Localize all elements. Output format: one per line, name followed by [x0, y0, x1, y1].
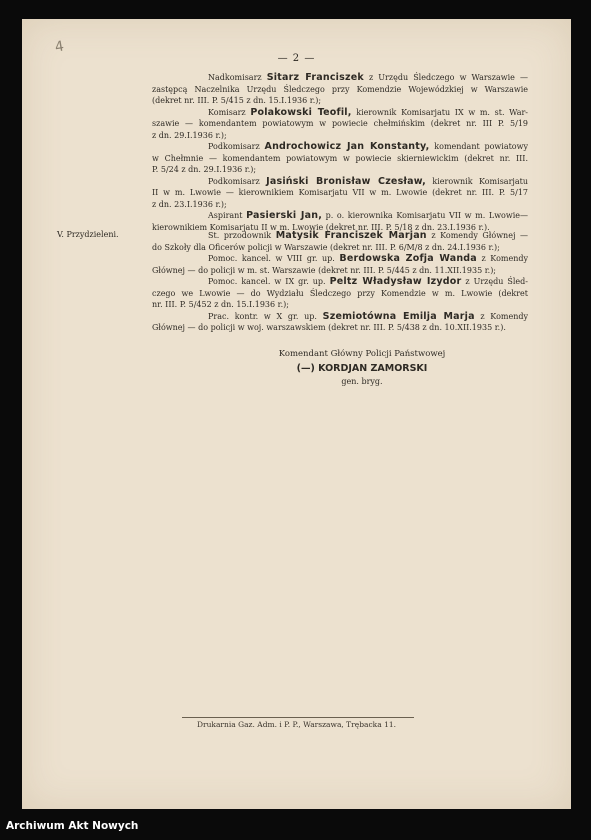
entry-text: szawie — komendantem powiatowym w powiecie chełmińskim (dekret nr. III P. 5/19 — [152, 119, 528, 128]
entry-text: komendant powiatowy — [429, 142, 528, 151]
personnel-entry — [152, 141, 528, 176]
personnel-entry — [152, 311, 528, 334]
person-name: Sitarz Franciszek — [266, 72, 364, 83]
entry-text: St. przodownik — [208, 231, 276, 240]
section-label: V. Przydzieleni. — [57, 230, 119, 239]
entry-line — [152, 107, 528, 119]
person-name: Androchowicz Jan Konstanty, — [264, 141, 430, 152]
entry-text: nr. III. P. 5/452 z dn. 15.I.1936 r.); — [152, 300, 289, 309]
entry-text: z Urzędu Śled- — [461, 277, 528, 286]
personnel-entry — [152, 176, 528, 211]
entry-text: z Komendy — [474, 311, 529, 321]
entry-line — [152, 242, 528, 254]
entry-line — [152, 95, 528, 107]
person-name: Szemiotówna Emilja Marja — [322, 310, 475, 322]
person-name: Pasierski Jan, — [246, 210, 323, 221]
entry-line — [152, 199, 528, 211]
entry-line — [152, 253, 528, 265]
entry-line — [152, 84, 528, 96]
footer-rule — [182, 717, 414, 718]
entry-line — [152, 288, 528, 300]
entry-text: kierownik Komisarjatu IX w m. st. War- — [351, 107, 528, 117]
entry-text: zastępcą Naczelnika Urzędu Śledczego przy Komendzie Wojewódzkiej w Warszawie — [152, 84, 528, 94]
personnel-entry — [152, 72, 528, 107]
person-name: Berdowska Zofja Wanda — [339, 253, 477, 264]
signature-name: (—) KORDJAN ZAMORSKI — [296, 363, 428, 374]
entry-text: Prac. kontr. w X gr. up. — [208, 311, 323, 321]
pencil-page-mark: 4 — [53, 38, 66, 56]
entry-line — [152, 187, 528, 199]
entry-text: do Szkoły dla Oficerów policji w Warszawie (dekret nr. III. P. 6/M/8 z dn. 24.I.1936 r.); — [152, 242, 500, 252]
entry-line — [152, 276, 528, 288]
entry-line — [152, 210, 528, 222]
personnel-entry — [152, 253, 528, 276]
entry-text: Głównej — do policji w woj. warszawskiem (dekret nr. III. P. 5/438 z dn. 10.XII.1935 r.). — [152, 323, 506, 332]
person-name: Peltz Władysław Izydor — [329, 276, 462, 287]
printer-imprint: Drukarnia Gaz. Adm. i P. P., Warszawa, Trębacka 11. — [196, 720, 397, 729]
assigned-entries-block — [152, 230, 528, 334]
entry-text: Podkomisarz — [208, 142, 265, 151]
entry-line — [152, 299, 528, 311]
entry-line — [152, 164, 528, 176]
entry-text: Podkomisarz — [208, 176, 267, 186]
entry-text: Pomoc. kancel. w IX gr. up. — [208, 277, 330, 286]
entry-line — [152, 322, 528, 334]
entry-text: P. 5/24 z dn. 29.I.1936 r.); — [152, 165, 257, 174]
person-name: Jasiński Bronisław Czesław, — [266, 175, 426, 187]
page-number: — 2 — — [277, 53, 316, 64]
entry-text: Nadkomisarz — [208, 73, 267, 82]
entry-text: w Chełmnie — komendantem powiatowym w powiecie skierniewickim (dekret nr. III. — [152, 153, 528, 163]
archive-label: Archiwum Akt Nowych — [6, 820, 139, 832]
entry-line — [152, 118, 528, 130]
removed-entries-block — [152, 72, 528, 233]
entry-text: Pomoc. kancel. w VIII gr. up. — [208, 254, 340, 263]
entry-line — [152, 153, 528, 165]
signature-rank: gen. bryg. — [341, 377, 383, 386]
entry-text: z Komendy — [476, 254, 528, 263]
entry-text: Komisarz — [208, 107, 251, 117]
signature-title: Komendant Główny Policji Państwowej — [278, 349, 446, 359]
entry-text: II w m. Lwowie — kierownikiem Komisarjatu VII w m. Lwowie (dekret nr. III. P. 5/17 — [152, 188, 528, 197]
entry-text: kierownikiem Komisarjatu II w m. Lwowie (dekret nr. III. P. 5/18 z dn. 23.I.1936 r.). — [152, 222, 490, 232]
entry-text: z Komendy Głównej — — [426, 231, 528, 240]
entry-line — [152, 265, 528, 277]
entry-text: Aspirant — [208, 211, 247, 220]
document-page — [22, 19, 571, 809]
entry-text: czego we Lwowie — do Wydziału Śledczego przy Komendzie w m. Lwowie (dekret — [152, 288, 528, 298]
entry-text: z dn. 23.I.1936 r.); — [152, 199, 227, 209]
entry-text: z Urzędu Śledczego w Warszawie — — [363, 73, 529, 82]
person-name: Matysik Franciszek Marjan — [275, 230, 427, 241]
entry-line — [152, 311, 528, 323]
entry-text: kierownik Komisarjatu — [425, 176, 529, 186]
entry-line — [152, 72, 528, 84]
personnel-entry — [152, 107, 528, 142]
entry-text: p. o. kierownika Komisarjatu VII w m. Lwowie— — [322, 211, 528, 220]
entry-text: Głównej — do policji w m. st. Warszawie (dekret nr. III. P. 5/445 z dn. 11.XII.1935 r.); — [152, 265, 497, 275]
person-name: Polakowski Teofil, — [250, 106, 352, 118]
entry-line — [152, 141, 528, 153]
personnel-entry — [152, 230, 528, 253]
entry-line — [152, 230, 528, 242]
entry-text: (dekret nr. III. P. 5/415 z dn. 15.I.1936 r.); — [152, 96, 322, 105]
personnel-entry — [152, 276, 528, 311]
entry-line — [152, 176, 528, 188]
entry-text: z dn. 29.I.1936 r.); — [152, 130, 227, 140]
entry-line — [152, 130, 528, 142]
